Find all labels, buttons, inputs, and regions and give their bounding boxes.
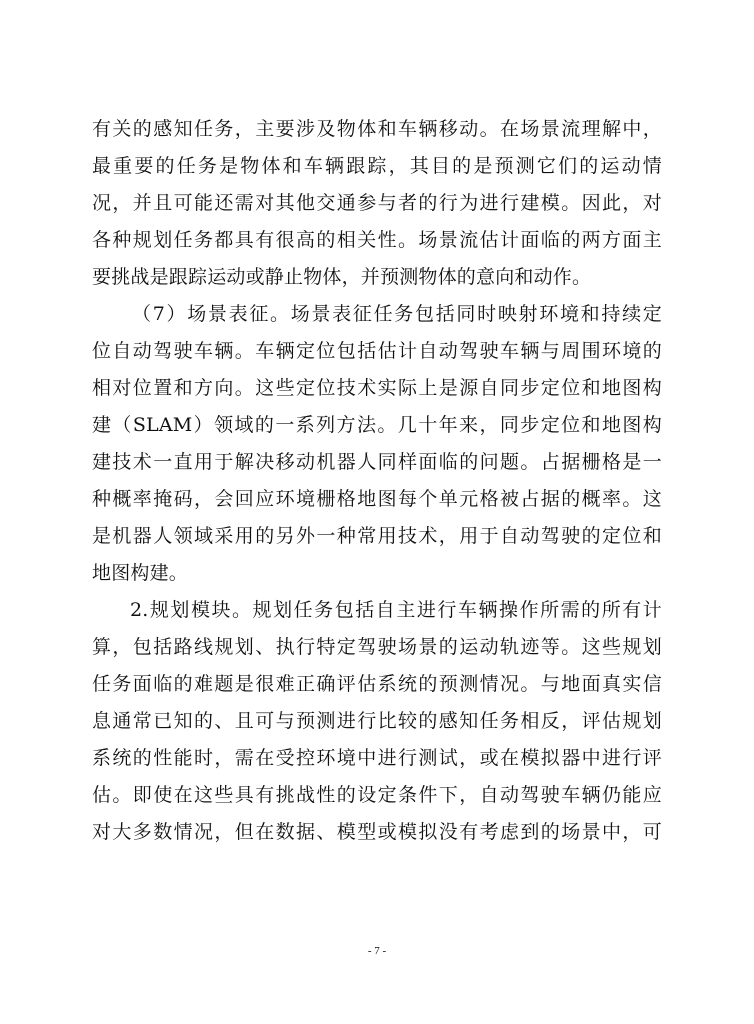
text-line: 对大多数情况，但在数据、模型或模拟没有考虑到的场景中，可 [92,821,662,843]
text-line: （7）场景表征。场景表征任务包括同时映射环境和持续定 [132,303,662,325]
text-line: 系统的性能时，需在受控环境中进行测试，或在模拟器中进行评 [92,747,662,769]
text-line: 况，并且可能还需对其他交通参与者的行为进行建模。因此，对 [92,192,662,214]
paragraph-scene-representation [92,296,662,592]
text-line: 是机器人领域采用的另外一种常用技术，用于自动驾驶的定位和 [92,525,662,547]
text-line: 建（SLAM）领域的一系列方法。几十年来，同步定位和地图构 [92,414,662,436]
text-line: 最重要的任务是物体和车辆跟踪，其目的是预测它们的运动情 [92,155,662,177]
text-line: 息通常已知的、且可与预测进行比较的感知任务相反，评估规划 [92,710,662,732]
text-line: 相对位置和方向。这些定位技术实际上是源自同步定位和地图构 [92,377,662,399]
text-line: 要挑战是跟踪运动或静止物体，并预测物体的意向和动作。 [92,266,592,288]
text-line: 任务面临的难题是很难正确评估系统的预测情况。与地面真实信 [92,673,662,695]
text-line: 种概率掩码，会回应环境栅格地图每个单元格被占据的概率。这 [92,488,662,510]
paragraph-planning-module [92,592,662,851]
text-line: 各种规划任务都具有很高的相关性。场景流估计面临的两方面主 [92,229,662,251]
text-line: 有关的感知任务，主要涉及物体和车辆移动。在场景流理解中， [92,118,662,140]
document-body [92,111,662,851]
page-number: - 7 - [367,945,387,957]
text-line: 2.规划模块。规划任务包括自主进行车辆操作所需的所有计 [130,599,662,621]
text-line: 估。即使在这些具有挑战性的设定条件下，自动驾驶车辆仍能应 [92,784,662,806]
text-line: 位自动驾驶车辆。车辆定位包括估计自动驾驶车辆与周围环境的 [92,340,662,362]
text-line: 建技术一直用于解决移动机器人同样面临的问题。占据栅格是一 [92,451,662,473]
text-line: 算，包括路线规划、执行特定驾驶场景的运动轨迹等。这些规划 [92,636,662,658]
paragraph-scene-flow [92,111,662,296]
text-line: 地图构建。 [92,562,189,584]
